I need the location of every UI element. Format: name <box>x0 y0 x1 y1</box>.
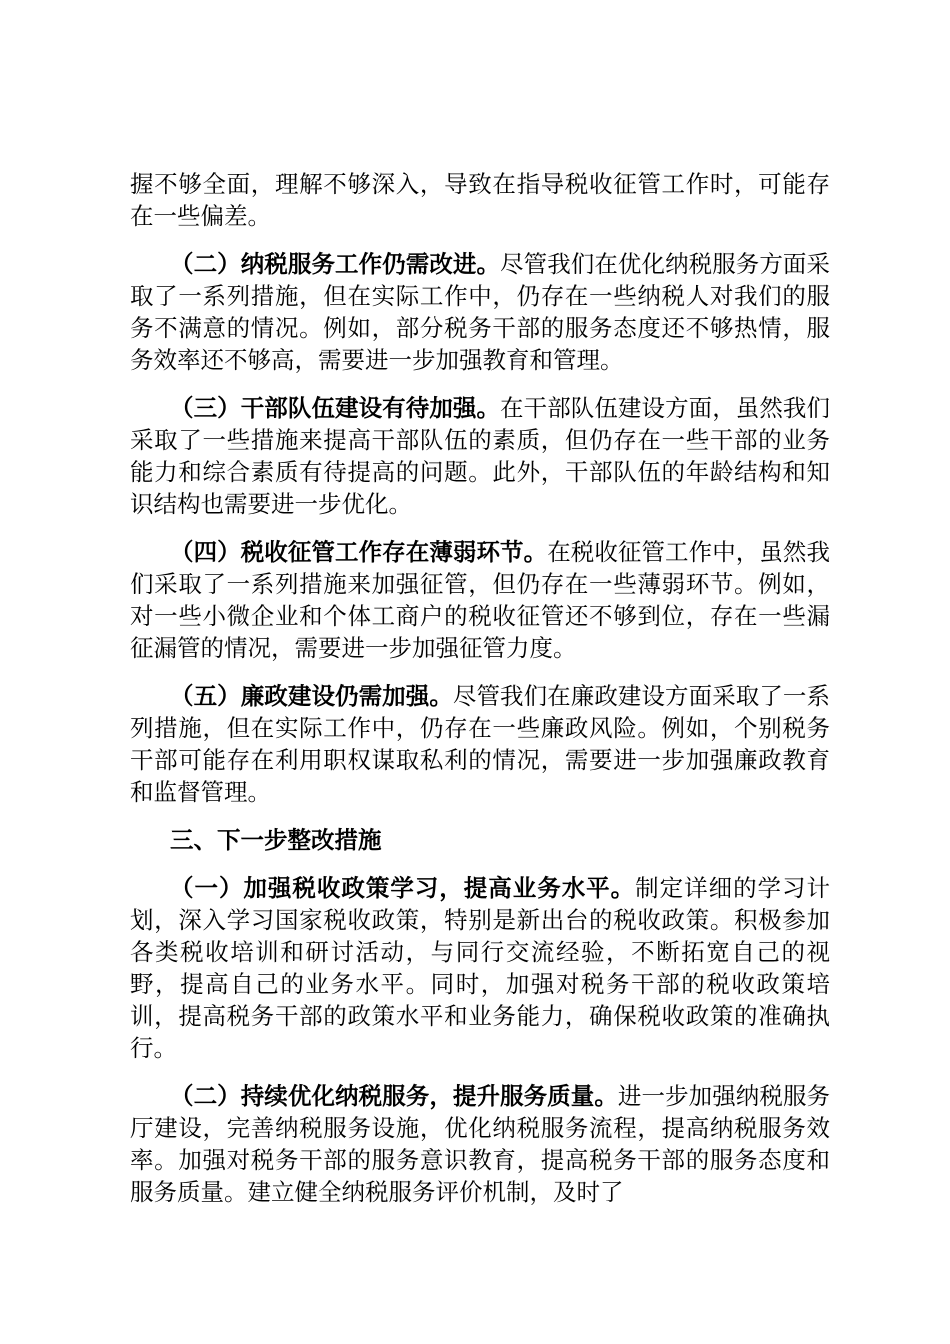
paragraph-issue-5 <box>130 680 830 808</box>
section-heading: 三、下一步整改措施 <box>170 826 382 854</box>
paragraph-lead: （五）廉政建设仍需加强。 <box>170 682 453 710</box>
paragraph-text: 进一步加强纳税服务厅建设，完善纳税服务设施，优化纳税服务流程，提高纳税服务效率。加强对税务干部的服务意识教育，提高税务干部的服务态度和服务质量。建立健全纳税服务评价机制，及时了 <box>130 1082 831 1206</box>
paragraph-lead: （二）纳税服务工作仍需改进。 <box>170 250 501 278</box>
paragraph-text: 制定详细的学习计划，深入学习国家税收政策，特别是新出台的税收政策。积极参加各类税收培训和研讨活动，与同行交流经验，不断拓宽自己的视野，提高自己的业务水平。同时，加强对税务干部的税收政策培训，提高税务干部的政策水平和业务能力，确保税收政策的准确执行。 <box>130 874 831 1062</box>
document-page <box>130 168 830 1224</box>
paragraph-text: 在干部队伍建设方面，虽然我们采取了一些措施来提高干部队伍的素质，但仍存在一些干部的业务能力和综合素质有待提高的问题。此外，干部队伍的年龄结构和知识结构也需要进一步优化。 <box>130 394 831 518</box>
paragraph-text: 尽管我们在优化纳税服务方面采取了一系列措施，但在实际工作中，仍存在一些纳税人对我们的服务不满意的情况。例如，部分税务干部的服务态度还不够热情，服务效率还不够高，需要进一步加强教育和管理。 <box>130 250 831 374</box>
paragraph-issue-4 <box>130 536 830 664</box>
paragraph-issue-3 <box>130 392 830 520</box>
paragraph-text: 尽管我们在廉政建设方面采取了一系列措施，但在实际工作中，仍存在一些廉政风险。例如，个别税务干部可能存在利用职权谋取私利的情况，需要进一步加强廉政教育和监督管理。 <box>130 682 831 806</box>
paragraph-issue-2 <box>130 248 830 376</box>
paragraph-continuation <box>130 168 830 232</box>
paragraph-measure-2 <box>130 1080 830 1208</box>
paragraph-lead: （一）加强税收政策学习，提高业务水平。 <box>170 874 636 902</box>
paragraph-lead: （二）持续优化纳税服务，提升服务质量。 <box>170 1082 618 1110</box>
paragraph-lead: （四）税收征管工作存在薄弱环节。 <box>170 538 548 566</box>
paragraph-text: 在税收征管工作中，虽然我们采取了一系列措施来加强征管，但仍存在一些薄弱环节。例如，对一些小微企业和个体工商户的税收征管还不够到位，存在一些漏征漏管的情况，需要进一步加强征管力度。 <box>130 538 831 662</box>
paragraph-measure-1 <box>130 872 830 1064</box>
paragraph-text: 握不够全面，理解不够深入，导致在指导税收征管工作时，可能存在一些偏差。 <box>130 170 830 230</box>
paragraph-lead: （三）干部队伍建设有待加强。 <box>170 394 501 422</box>
